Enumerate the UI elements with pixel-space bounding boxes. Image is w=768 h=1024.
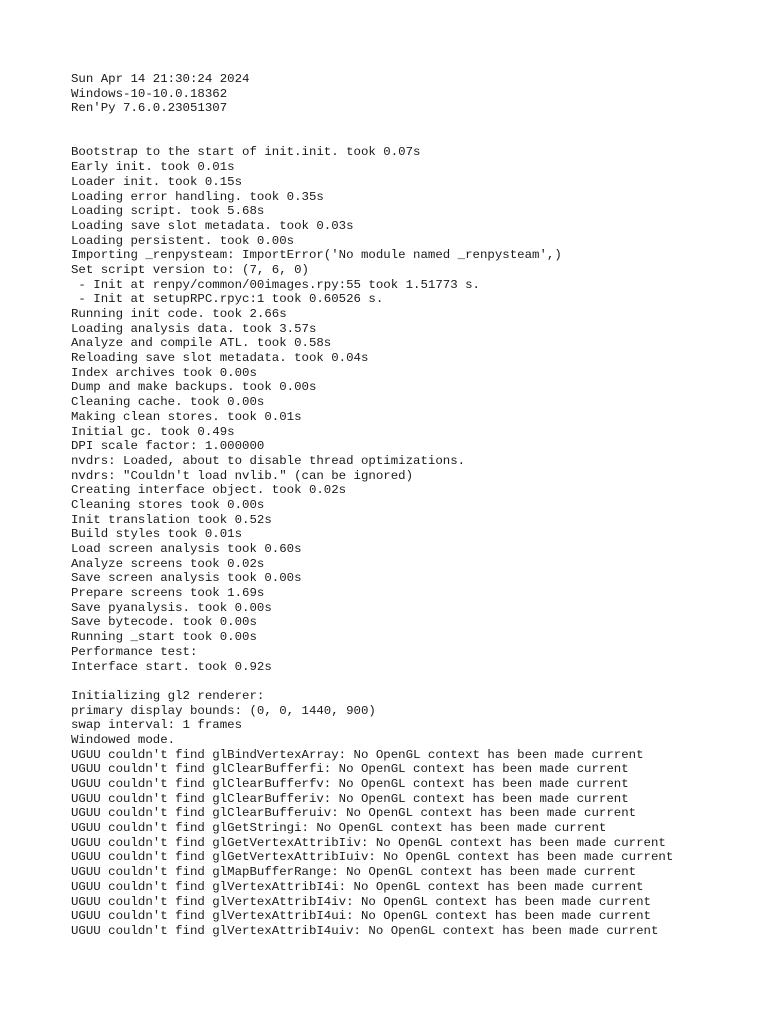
log-document [71,72,751,939]
log-line: Analyze and compile ATL. took 0.58s [71,336,332,351]
log-line: Dump and make backups. took 0.00s [71,380,317,395]
log-line: Init translation took 0.52s [71,512,272,527]
log-line: Save bytecode. took 0.00s [71,615,257,630]
blank-line [71,674,751,689]
log-line: Loading script. took 5.68s [71,204,265,219]
log-line: Windows-10-10.0.18362 [71,86,228,101]
log-line: primary display bounds: (0, 0, 1440, 900) [71,703,376,718]
log-line: Analyze screens took 0.02s [71,556,265,571]
log-line: Ren'Py 7.6.0.23051307 [71,101,228,116]
log-line: UGUU couldn't find glGetVertexAttribIuiv: No OpenGL context has been made current [71,850,674,865]
log-line: UGUU couldn't find glVertexAttribI4ui: No OpenGL context has been made current [71,909,651,924]
log-line: UGUU couldn't find glClearBufferuiv: No OpenGL context has been made current [71,806,637,821]
log-line: UGUU couldn't find glClearBufferfv: No OpenGL context has been made current [71,777,629,791]
log-line: Windowed mode. [71,732,176,747]
log-line: Performance test: [71,644,198,659]
log-line: nvdrs: Loaded, about to disable thread optimizations. [71,453,466,468]
log-line: UGUU couldn't find glGetVertexAttribIiv: No OpenGL context has been made current [71,835,666,850]
blank-line [71,131,751,146]
log-line: UGUU couldn't find glClearBufferfi: No OpenGL context has been made current [71,762,629,777]
log-line: Running init code. took 2.66s [71,307,287,321]
log-line: Save pyanalysis. took 0.00s [71,600,272,615]
log-line: swap interval: 1 frames [71,718,243,733]
log-line: Index archives took 0.00s [71,365,257,380]
log-line: - Init at setupRPC.rpyc:1 took 0.60526 s. [71,292,384,307]
log-line: Running _start took 0.00s [71,630,257,645]
log-line: UGUU couldn't find glVertexAttribI4i: No OpenGL context has been made current [71,879,644,894]
blank-line [71,116,751,131]
log-line: UGUU couldn't find glClearBufferiv: No OpenGL context has been made current [71,791,629,806]
log-line: Initial gc. took 0.49s [71,424,235,439]
log-line: UGUU couldn't find glVertexAttribI4uiv: No OpenGL context has been made current [71,923,659,938]
log-line: DPI scale factor: 1.000000 [71,439,265,454]
log-line: Build styles took 0.01s [71,527,243,542]
log-line: Set script version to: (7, 6, 0) [71,262,309,277]
log-line: Cleaning stores took 0.00s [71,497,265,512]
log-line: Creating interface object. took 0.02s [71,483,347,498]
log-line: Reloading save slot metadata. took 0.04s [71,351,369,366]
log-line: UGUU couldn't find glMapBufferRange: No OpenGL context has been made current [71,865,637,880]
log-line: Sun Apr 14 21:30:24 2024 [71,72,250,86]
log-line: Load screen analysis took 0.60s [71,542,302,556]
log-line: Save screen analysis took 0.00s [71,571,302,586]
log-line: Making clean stores. took 0.01s [71,409,302,424]
log-line: UGUU couldn't find glBindVertexArray: No OpenGL context has been made current [71,747,644,762]
log-line: Loading error handling. took 0.35s [71,189,324,204]
log-line: - Init at renpy/common/00images.rpy:55 took 1.51773 s. [71,277,480,292]
log-line: Loading persistent. took 0.00s [71,233,295,248]
log-line: UGUU couldn't find glGetStringi: No OpenGL context has been made current [71,821,607,836]
log-line: Interface start. took 0.92s [71,659,272,674]
log-line: Early init. took 0.01s [71,160,235,175]
log-line: Initializing gl2 renderer: [71,688,265,703]
log-line: Bootstrap to the start of init.init. took 0.07s [71,145,421,160]
log-line: Importing _renpysteam: ImportError('No module named _renpysteam',) [71,248,562,263]
log-line: nvdrs: "Couldn't load nvlib." (can be ignored) [71,468,414,483]
log-line: UGUU couldn't find glVertexAttribI4iv: No OpenGL context has been made current [71,894,651,909]
log-line: Loader init. took 0.15s [71,174,243,189]
log-line: Loading analysis data. took 3.57s [71,321,317,336]
log-line: Loading save slot metadata. took 0.03s [71,218,354,233]
log-line: Cleaning cache. took 0.00s [71,395,265,410]
log-line: Prepare screens took 1.69s [71,586,265,601]
